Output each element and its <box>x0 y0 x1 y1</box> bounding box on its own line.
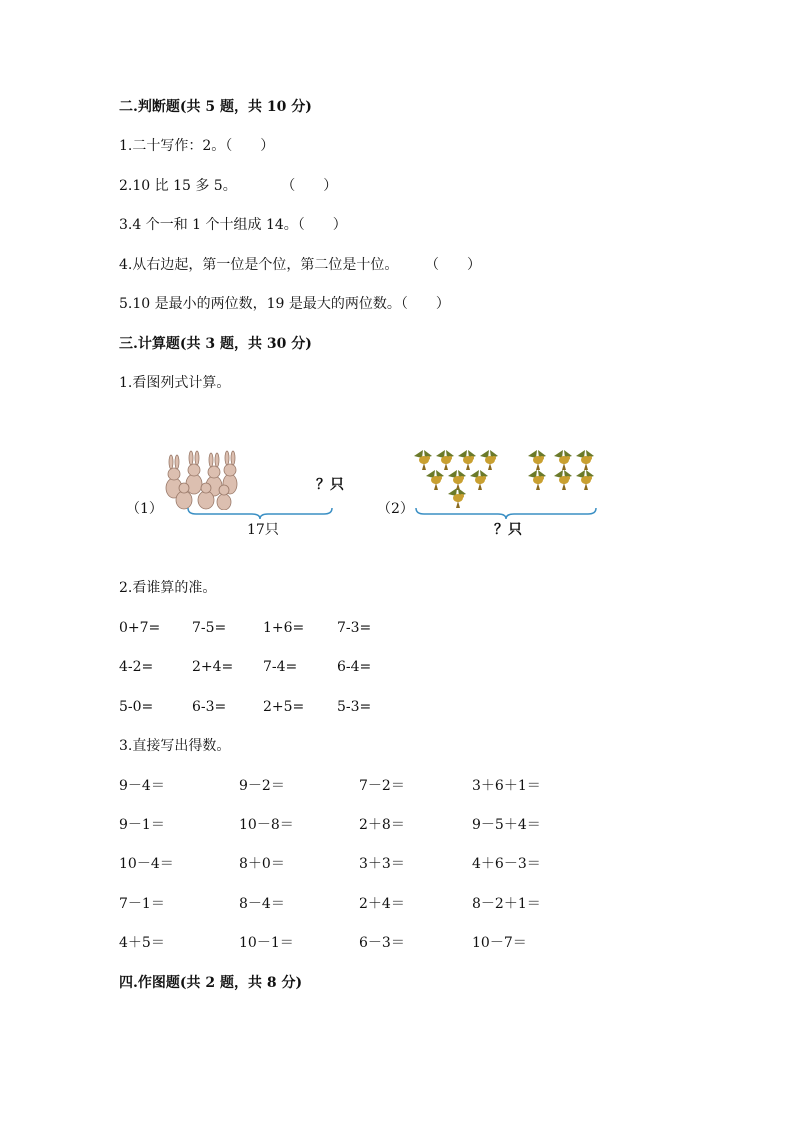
q3-expr: 8－4＝ <box>239 896 285 912</box>
fig1-question: ？只 <box>316 477 344 493</box>
q3-expr: 3＋3＝ <box>359 856 405 872</box>
fig1-label: （1） <box>126 501 163 517</box>
fig2-brace <box>414 506 598 520</box>
section-3-heading: 三.计算题(共 3 题，共 30 分) <box>119 336 312 352</box>
q2-expr: 1+6= <box>263 620 305 636</box>
q2-expr: 0+7= <box>119 620 161 636</box>
q2-expr: 2+5= <box>263 699 305 715</box>
q2-expr: 5-0= <box>119 699 154 715</box>
q3-expr: 2＋8＝ <box>359 817 405 833</box>
fig1-total: 17只 <box>247 522 279 538</box>
fig2-label: （2） <box>377 501 414 517</box>
q3-expr: 9－2＝ <box>239 778 285 794</box>
q2-expr: 2+4= <box>192 659 234 675</box>
judge-item-5: 5.10 是最小的两位数，19 是最大的两位数。（ ） <box>119 296 450 312</box>
q2-expr: 5-3= <box>337 699 372 715</box>
q3-expr: 8－2＋1＝ <box>472 896 541 912</box>
q3-expr: 10－8＝ <box>239 817 294 833</box>
birds-image <box>414 448 598 510</box>
q3-expr: 9－5＋4＝ <box>472 817 541 833</box>
judge-item-4: 4.从右边起，第一位是个位，第二位是十位。 （ ） <box>119 257 482 273</box>
q2-expr: 7-4= <box>263 659 298 675</box>
q2-expr: 6-3= <box>192 699 227 715</box>
q2-expr: 6-4= <box>337 659 372 675</box>
section-4-heading: 四.作图题(共 2 题，共 8 分) <box>119 975 303 991</box>
q3-expr: 10－4＝ <box>119 856 174 872</box>
fig2-total: ？只 <box>494 522 522 538</box>
fig1-brace <box>186 506 334 520</box>
judge-item-1: 1.二十写作：2。（ ） <box>119 138 275 154</box>
q3-expr: 6－3＝ <box>359 935 405 951</box>
q3-expr: 2＋4＝ <box>359 896 405 912</box>
q3-expr: 4＋6－3＝ <box>472 856 541 872</box>
q1-title: 1.看图列式计算。 <box>119 375 231 391</box>
rabbits-image <box>160 448 240 510</box>
q3-title: 3.直接写出得数。 <box>119 738 231 754</box>
q3-expr: 7－2＝ <box>359 778 405 794</box>
q3-expr: 9－4＝ <box>119 778 165 794</box>
q2-title: 2.看谁算的准。 <box>119 580 217 596</box>
q3-expr: 8＋0＝ <box>239 856 285 872</box>
judge-item-3: 3.4 个一和 1 个十组成 14。（ ） <box>119 217 347 233</box>
q3-expr: 4＋5＝ <box>119 935 165 951</box>
q2-expr: 4-2= <box>119 659 154 675</box>
section-2-heading: 二.判断题(共 5 题，共 10 分) <box>119 99 312 115</box>
q2-expr: 7-5= <box>192 620 227 636</box>
q2-expr: 7-3= <box>337 620 372 636</box>
judge-item-2: 2.10 比 15 多 5。 （ ） <box>119 178 338 194</box>
q3-expr: 9－1＝ <box>119 817 165 833</box>
q3-expr: 3＋6＋1＝ <box>472 778 541 794</box>
q3-expr: 10－1＝ <box>239 935 294 951</box>
q3-expr: 7－1＝ <box>119 896 165 912</box>
q3-expr: 10－7＝ <box>472 935 527 951</box>
